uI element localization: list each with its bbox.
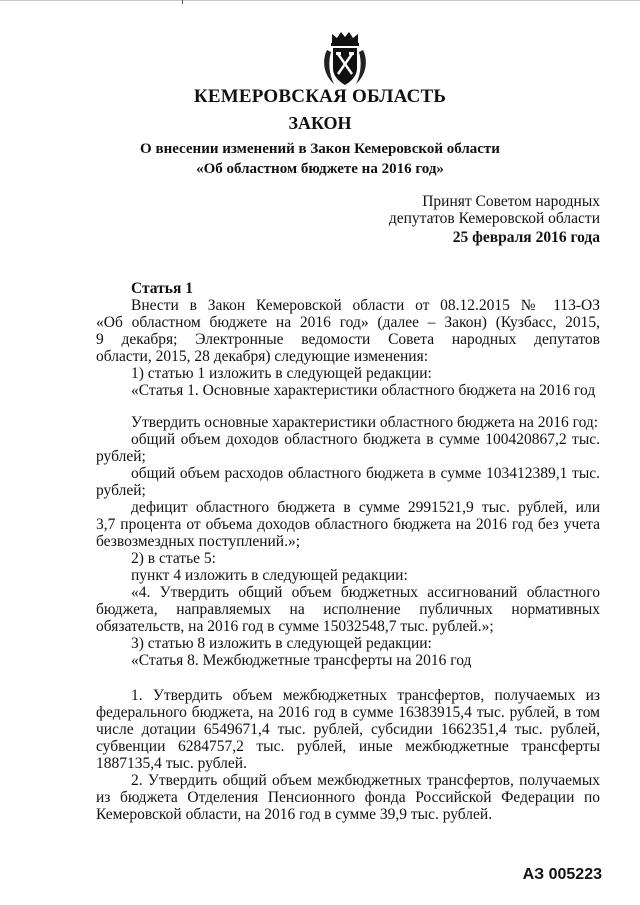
serial-number: АЗ 005223 — [522, 866, 602, 883]
coat-of-arms-icon — [320, 30, 370, 90]
text-line: из бюджета Отделения Пенсионного фонда Российской Федерации по — [96, 789, 600, 806]
article-8-transfers — [96, 687, 600, 823]
text-line: 2) в статье 5: — [131, 550, 216, 567]
text-line: «Статья 1. Основные характеристики областного бюджета на 2016 год — [131, 382, 596, 399]
text-line: рублей; — [96, 482, 146, 499]
text-line: рублей; — [96, 448, 146, 465]
text-line: субвенции 6284757,2 тыс. рублей, иные межбюджетные трансферты — [96, 738, 600, 755]
accepted-date: 25 февраля 2016 года — [452, 229, 600, 246]
region-title: КЕМЕРОВСКАЯ ОБЛАСТЬ — [193, 86, 447, 107]
text-line: бюджета, направляемых на исполнение публичных нормативных — [96, 601, 600, 618]
text-line: 1) статью 1 изложить в следующей редакции: — [131, 365, 432, 382]
text-line: 3) статью 8 изложить в следующей редакции: — [131, 635, 432, 652]
text-line: Кемеровской области, на 2016 год в сумме 39,9 тыс. рублей. — [96, 806, 493, 823]
text-line: общий объем доходов областного бюджета в сумме 100420867,2 тыс. — [131, 431, 600, 448]
text-line: 2. Утвердить общий объем межбюджетных трансфертов, получаемых — [131, 772, 600, 789]
text-line: пункт 4 изложить в следующей редакции: — [131, 567, 408, 584]
document-type-title: ЗАКОН — [288, 113, 352, 133]
text-line: числе дотации 6549671,4 тыс. рублей, субсидии 1662351,4 тыс. рублей, — [96, 721, 600, 738]
article-1-intro — [96, 280, 600, 399]
text-line: 1887135,4 тыс. рублей. — [96, 755, 247, 772]
subject-line-2: «Об областном бюджете на 2016 год» — [196, 161, 444, 177]
text-line: области, 2015, 28 декабря) следующие изменения: — [96, 348, 429, 365]
accepted-by-line-1: Принят Советом народных — [422, 193, 600, 210]
text-line: 9 декабря; Электронные ведомости Совета народных депутатов — [96, 331, 600, 348]
text-line: «Об областном бюджете на 2016 год» (далее – Закон) (Кузбасс, 2015, — [96, 314, 600, 331]
accepted-by-line-2: депутатов Кемеровской области — [388, 210, 600, 227]
text-line: Утвердить основные характеристики областного бюджета на 2016 год: — [131, 414, 599, 431]
article-1-budget-characteristics — [96, 414, 600, 669]
text-line: дефицит областного бюджета в сумме 2991521,9 тыс. рублей, или — [131, 499, 600, 516]
text-line: обязательств, на 2016 год в сумме 15032548,7 тыс. рублей.»; — [96, 618, 494, 635]
text-line: общий объем расходов областного бюджета в сумме 103412389,1 тыс. — [131, 465, 600, 482]
text-line: федерального бюджета, на 2016 год в сумме 16383915,4 тыс. рублей, в том — [96, 704, 600, 721]
subject-line-1: О внесении изменений в Закон Кемеровской области — [140, 141, 500, 157]
scan-tick-mark — [182, 0, 183, 4]
text-line: 3,7 процента от объема доходов областного бюджета на 2016 год без учета — [96, 516, 600, 533]
text-line: безвозмездных поступлений.»; — [96, 533, 301, 550]
text-line: Внести в Закон Кемеровской области от 08.12.2015 № 113-ОЗ — [131, 297, 600, 314]
text-line: «4. Утвердить общий объем бюджетных ассигнований областного — [131, 584, 600, 601]
scan-top-edge — [0, 0, 640, 1]
text-line: 1. Утвердить объем межбюджетных трансфертов, получаемых из — [131, 687, 600, 704]
article-heading: Статья 1 — [131, 280, 193, 297]
text-line: «Статья 8. Межбюджетные трансферты на 2016 год — [131, 652, 472, 669]
